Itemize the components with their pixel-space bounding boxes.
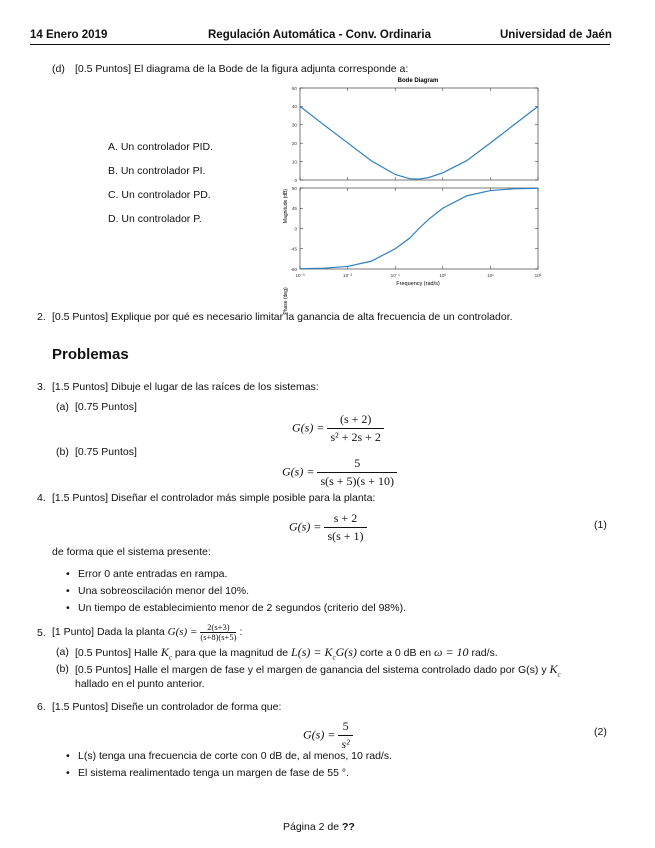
header-date: 14 Enero 2019	[30, 29, 108, 41]
phase-ytick-label: 0	[294, 226, 297, 232]
q3b-text: [0.75 Puntos]	[75, 446, 137, 458]
q3a-equation	[292, 412, 384, 445]
q6-number: 6.	[37, 701, 46, 713]
q6-bullet-1: • L(s) tenga una frecuencia de corte con 0 dB de, al menos, 10 rad/s.	[78, 750, 392, 763]
q1d-text: [0.5 Puntos] El diagrama de la Bode de la figura adjunta corresponde a:	[75, 63, 409, 75]
q6-bullet-2: • El sistema realimentado tenga un margen de fase de 55 °.	[78, 767, 349, 780]
q4-den: s(s + 1)	[324, 527, 366, 544]
q3-number: 3.	[37, 381, 46, 393]
q3b-den: s(s + 5)(s + 10)	[317, 472, 397, 489]
q4-follow: de forma que el sistema presente:	[52, 546, 211, 558]
q5a-t2: para que la magnitud de	[174, 647, 289, 659]
q4-lhs: G(s) =	[289, 519, 322, 534]
phase-ytick-label: 90	[291, 185, 297, 191]
q4-number: 4.	[37, 492, 46, 504]
q1d-option-b: B. Un controlador PI.	[108, 165, 206, 177]
bode-diagram	[278, 74, 548, 315]
q5a-t4: rad/s.	[471, 647, 498, 659]
q3b-num: 5	[354, 456, 361, 470]
footer-page	[283, 821, 355, 834]
q6-eq-number: (2)	[594, 726, 607, 738]
q2-number: 2.	[37, 311, 46, 323]
q5-pre: [1 Punto] Dada la planta	[52, 625, 165, 638]
q5b-line1: [0.5 Puntos] Halle el margen de fase y el margen de ganancia del sistema controlado dado por G(s) y $K_c$	[75, 662, 561, 679]
phase-ytick-label: -45	[290, 246, 297, 252]
q5-lhs: G(s) =	[167, 625, 198, 638]
q5-den: (s+8)(s+5)	[200, 631, 237, 642]
q3b-lhs: G(s) =	[282, 464, 315, 479]
q5a-eq: $L(s) = K_cG(s)$	[291, 645, 357, 662]
q3a-num: (s + 2)	[339, 412, 372, 426]
q5b-label: (b)	[56, 663, 69, 675]
q4-bullet-3: • Un tiempo de establecimiento menor de 2 segundos (criterio del 98%).	[78, 602, 406, 615]
q5a-omega: ω = 10	[433, 645, 469, 659]
x-axis-label: Frequency (rad/s)	[396, 281, 440, 287]
q6-equation	[303, 719, 353, 752]
q4-num: s + 2	[333, 511, 358, 525]
q5b-kc: $K_c$	[549, 662, 561, 679]
chart-title: Bode Diagram	[397, 78, 439, 84]
magnitude-ytick-label: 10	[291, 159, 297, 165]
xtick-label: 10¹	[487, 273, 494, 278]
q1d-option-c: C. Un controlador PD.	[108, 189, 211, 201]
q3a-label: (a)	[56, 401, 69, 413]
magnitude-ytick-label: 30	[291, 122, 297, 128]
footer-page-ref: ??	[341, 821, 355, 833]
q4-equation	[289, 511, 367, 544]
q4-bullet-2: • Una sobreoscilación menor del 10%.	[78, 585, 249, 598]
q5a-t1: [0.5 Puntos] Halle	[75, 647, 158, 659]
q3a-lhs: G(s) =	[292, 420, 325, 435]
q6-text: [1.5 Puntos] Diseñe un controlador de forma que:	[52, 701, 282, 713]
header-course: Regulación Automática - Conv. Ordinaria	[208, 29, 432, 41]
q5a-kc: $K_c$	[160, 645, 172, 662]
q6-lhs: G(s) =	[303, 727, 336, 742]
q5a-t3: corte a 0 dB en	[359, 647, 432, 659]
magnitude-ytick-label: 40	[291, 104, 297, 110]
xtick-label: 10⁰	[439, 273, 447, 278]
xtick-label: 10⁻³	[295, 273, 305, 278]
header-university: Universidad de Jaén	[500, 29, 612, 41]
q3-text: [1.5 Puntos] Dibuje el lugar de las raíces de los sistemas:	[52, 381, 319, 393]
q5a-label: (a)	[56, 646, 69, 658]
q4-bullet-1: • Error 0 ante entradas en rampa.	[78, 568, 227, 581]
q5b-line2: hallado en el punto anterior.	[75, 678, 205, 690]
header-rule	[30, 44, 610, 45]
q2-text: [0.5 Puntos] Explique por qué es necesario limitar la ganancia de alta frecuencia de un controlador.	[52, 311, 513, 323]
q1d-option-a: A. Un controlador PID.	[108, 141, 214, 153]
q4-text: [1.5 Puntos] Diseñar el controlador más simple posible para la planta:	[52, 492, 376, 504]
q3b-equation	[282, 456, 397, 489]
q6-den: s²	[338, 735, 352, 752]
q1d-option-d: D. Un controlador P.	[108, 213, 202, 225]
xtick-label: 10²	[534, 273, 542, 278]
q5-line	[52, 621, 242, 643]
xtick-label: 10⁻¹	[390, 273, 400, 278]
q5-num: 2(s+3)	[207, 621, 230, 632]
footer-page-prefix: Página 2 de	[283, 821, 340, 833]
q3a-text: [0.75 Puntos]	[75, 401, 137, 413]
q6-num: 5	[342, 719, 349, 733]
q5a-line	[75, 646, 498, 664]
magnitude-ytick-label: 20	[291, 141, 297, 146]
q5-number: 5.	[37, 627, 46, 639]
q3b-label: (b)	[56, 446, 69, 458]
q1d-label: (d)	[52, 63, 65, 75]
q3a-den: s² + 2s + 2	[327, 428, 383, 445]
q5-post: :	[239, 625, 243, 638]
phase-y-label: Phase (deg)	[283, 287, 289, 315]
xtick-label: 10⁻²	[343, 273, 353, 278]
phase-ytick-label: -90	[290, 266, 297, 272]
magnitude-ytick-label: 0	[294, 177, 297, 183]
q4-eq-number: (1)	[594, 519, 607, 531]
phase-ytick-label: 45	[291, 206, 297, 212]
mag-y-label: Magnitude (dB)	[283, 188, 289, 224]
section-title: Problemas	[52, 346, 129, 363]
magnitude-ytick-label: 50	[291, 85, 297, 91]
